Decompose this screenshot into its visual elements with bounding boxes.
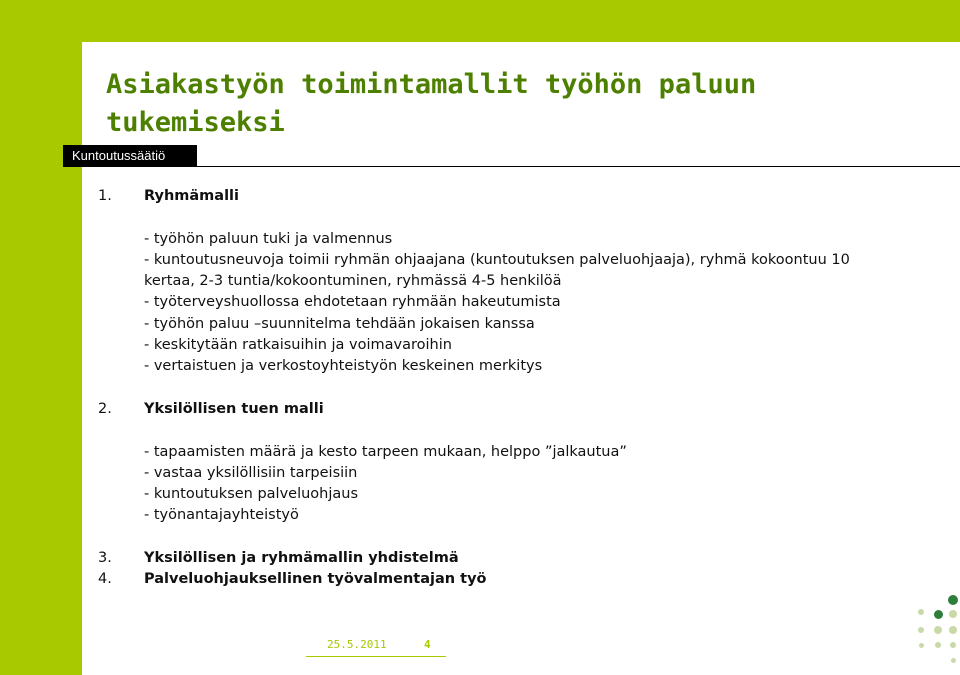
list-item: - työhön paluu –suunnitelma tehdään jokaisen kanssa	[144, 315, 535, 332]
list-item: - kuntoutuksen palveluohjaus	[144, 486, 359, 503]
section-heading-2	[98, 399, 878, 420]
decorative-dot	[950, 642, 956, 648]
list-item: - keskitytään ratkaisuihin ja voimavaroihin	[144, 337, 452, 354]
section-title: Yksilöllisen ja ryhmämallin yhdistelmä	[144, 550, 459, 567]
list-item: - työnantajayhteistyö	[144, 507, 299, 524]
footer-date: 25.5.2011	[327, 638, 387, 651]
decorative-dot	[935, 642, 941, 648]
decorative-dot	[918, 627, 924, 633]
list-item: - työterveyshuollossa ehdotetaan ryhmään hakeutumista	[144, 294, 561, 311]
section-number: 3.	[98, 550, 112, 567]
decorative-dot	[918, 609, 924, 615]
decorative-dot	[949, 610, 957, 618]
section-heading-3	[98, 548, 878, 569]
list-item: kertaa, 2-3 tuntia/kokoontuminen, ryhmässä 4-5 henkilöä	[144, 273, 562, 290]
list-item: - työhön paluun tuki ja valmennus	[144, 230, 393, 247]
section-number: 1.	[98, 188, 112, 204]
list-item: - vertaistuen ja verkostoyhteistyön keskeinen merkitys	[144, 358, 543, 375]
header-divider	[197, 166, 960, 167]
slide-title: Asiakastyön toimintamallit työhön paluun tukemiseksi	[106, 69, 757, 138]
organization-label: Kuntoutussäätiö	[63, 145, 197, 167]
section-heading-4	[98, 569, 878, 590]
section-title: Palveluohjauksellinen työvalmentajan työ	[144, 571, 487, 588]
section-number: 4.	[98, 571, 112, 588]
footer-page-number: 4	[424, 638, 431, 651]
decorative-dot	[934, 610, 943, 619]
decorative-dot	[949, 626, 957, 634]
section-title: Yksilöllisen tuen malli	[144, 400, 324, 417]
decorative-dot	[948, 595, 958, 605]
section-title: Ryhmämalli	[144, 188, 239, 204]
section-heading-1	[98, 186, 878, 207]
section-number: 2.	[98, 400, 112, 417]
decorative-dot	[951, 658, 956, 663]
decorative-dot	[919, 643, 924, 648]
list-item: - tapaamisten määrä ja kesto tarpeen mukaan, helppo ”jalkautua”	[144, 443, 627, 460]
list-item: - kuntoutusneuvoja toimii ryhmän ohjaajana (kuntoutuksen palveluohjaaja), ryhmä kokoontuu 10	[144, 251, 850, 268]
footer-divider	[306, 656, 446, 657]
decorative-dot	[934, 626, 942, 634]
left-green-band	[0, 145, 82, 675]
slide-content	[98, 186, 878, 591]
list-item: - vastaa yksilöllisiin tarpeisiin	[144, 464, 358, 481]
